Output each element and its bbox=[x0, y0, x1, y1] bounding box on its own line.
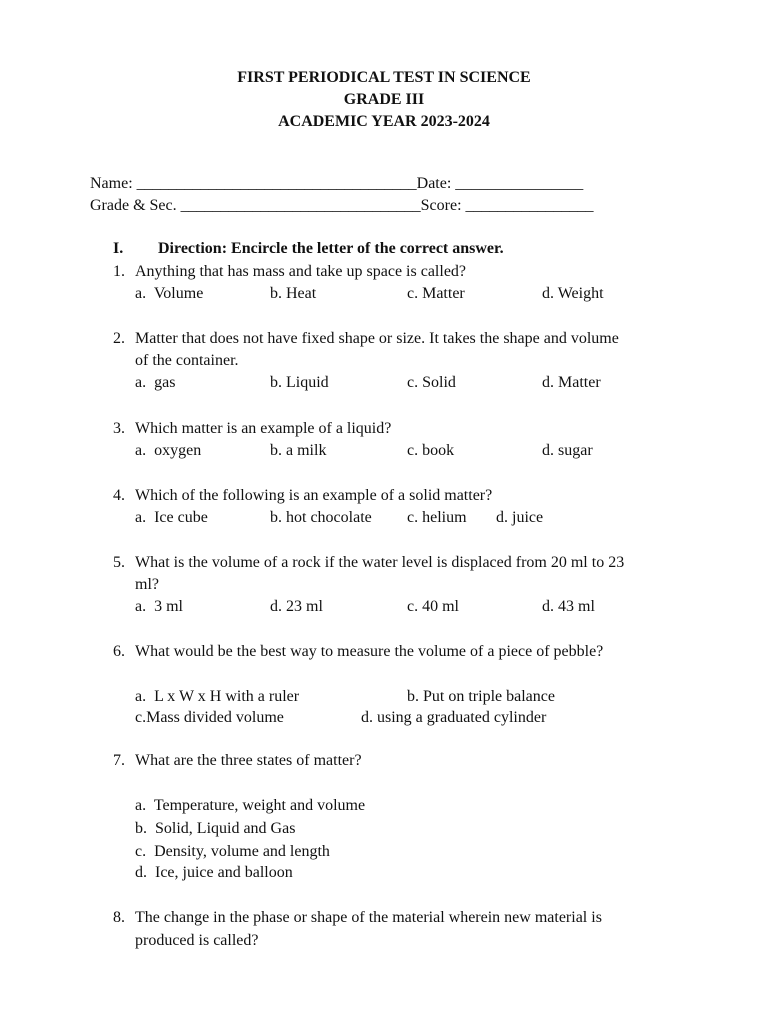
question-number: 6. bbox=[113, 643, 125, 660]
option-a: a. Ice cube bbox=[135, 509, 208, 526]
option-a: a. 3 ml bbox=[135, 598, 183, 615]
option-c: c. Density, volume and length bbox=[135, 843, 330, 860]
grade-score-line: Grade & Sec. ______________________________Score: ________________ bbox=[90, 197, 594, 214]
question-number: 2. bbox=[113, 330, 125, 347]
option-c: c. book bbox=[407, 442, 455, 459]
question-number: 5. bbox=[113, 554, 125, 571]
question-text-continued: produced is called? bbox=[135, 932, 259, 949]
option-b: b. hot chocolate bbox=[270, 509, 372, 526]
option-b: d. 23 ml bbox=[270, 598, 323, 615]
question-number: 4. bbox=[113, 487, 125, 504]
option-d: d. using a graduated cylinder bbox=[361, 709, 547, 726]
option-b: b. Solid, Liquid and Gas bbox=[135, 820, 296, 837]
question-number: 7. bbox=[113, 752, 125, 769]
option-b: b. Put on triple balance bbox=[407, 688, 555, 705]
question-text: Which matter is an example of a liquid? bbox=[135, 420, 392, 437]
option-b: b. Liquid bbox=[270, 374, 329, 391]
option-a: a. L x W x H with a ruler bbox=[135, 688, 300, 705]
option-b: b. a milk bbox=[270, 442, 327, 459]
question-text: What is the volume of a rock if the water level is displaced from 20 ml to 23 bbox=[135, 554, 625, 571]
option-c: c. 40 ml bbox=[407, 598, 459, 615]
option-a: a. oxygen bbox=[135, 442, 202, 459]
test-title: FIRST PERIODICAL TEST IN SCIENCE bbox=[237, 69, 531, 86]
grade-title: GRADE III bbox=[343, 91, 425, 108]
section-numeral: I. bbox=[113, 240, 124, 257]
direction-text: Direction: Encircle the letter of the correct answer. bbox=[158, 240, 504, 257]
question-number: 1. bbox=[113, 263, 125, 280]
option-c: c. Solid bbox=[407, 374, 456, 391]
option-d: d. Ice, juice and balloon bbox=[135, 864, 293, 881]
option-a: a. Volume bbox=[135, 285, 204, 302]
option-d: d. juice bbox=[496, 509, 544, 526]
question-text: Matter that does not have fixed shape or size. It takes the shape and volume bbox=[135, 330, 619, 347]
question-text-continued: of the container. bbox=[135, 352, 239, 369]
question-text: Anything that has mass and take up space is called? bbox=[135, 263, 467, 280]
question-number: 3. bbox=[113, 420, 125, 437]
name-date-line: Name: ___________________________________Date: ________________ bbox=[90, 175, 584, 192]
question-text: What are the three states of matter? bbox=[135, 752, 362, 769]
option-d: d. Weight bbox=[542, 285, 604, 302]
academic-year-title: ACADEMIC YEAR 2023-2024 bbox=[278, 113, 490, 130]
option-b: b. Heat bbox=[270, 285, 317, 302]
option-a: a. gas bbox=[135, 374, 176, 391]
question-text-continued: ml? bbox=[135, 576, 159, 593]
option-c: c.Mass divided volume bbox=[135, 709, 284, 726]
question-number: 8. bbox=[113, 909, 125, 926]
option-d: d. Matter bbox=[542, 374, 601, 391]
question-text: The change in the phase or shape of the material wherein new material is bbox=[135, 909, 602, 926]
question-text: What would be the best way to measure the volume of a piece of pebble? bbox=[135, 643, 604, 660]
option-a: a. Temperature, weight and volume bbox=[135, 797, 366, 814]
question-text: Which of the following is an example of a solid matter? bbox=[135, 487, 493, 504]
option-c: c. Matter bbox=[407, 285, 465, 302]
option-d: d. 43 ml bbox=[542, 598, 595, 615]
option-d: d. sugar bbox=[542, 442, 593, 459]
option-c: c. helium bbox=[407, 509, 467, 526]
